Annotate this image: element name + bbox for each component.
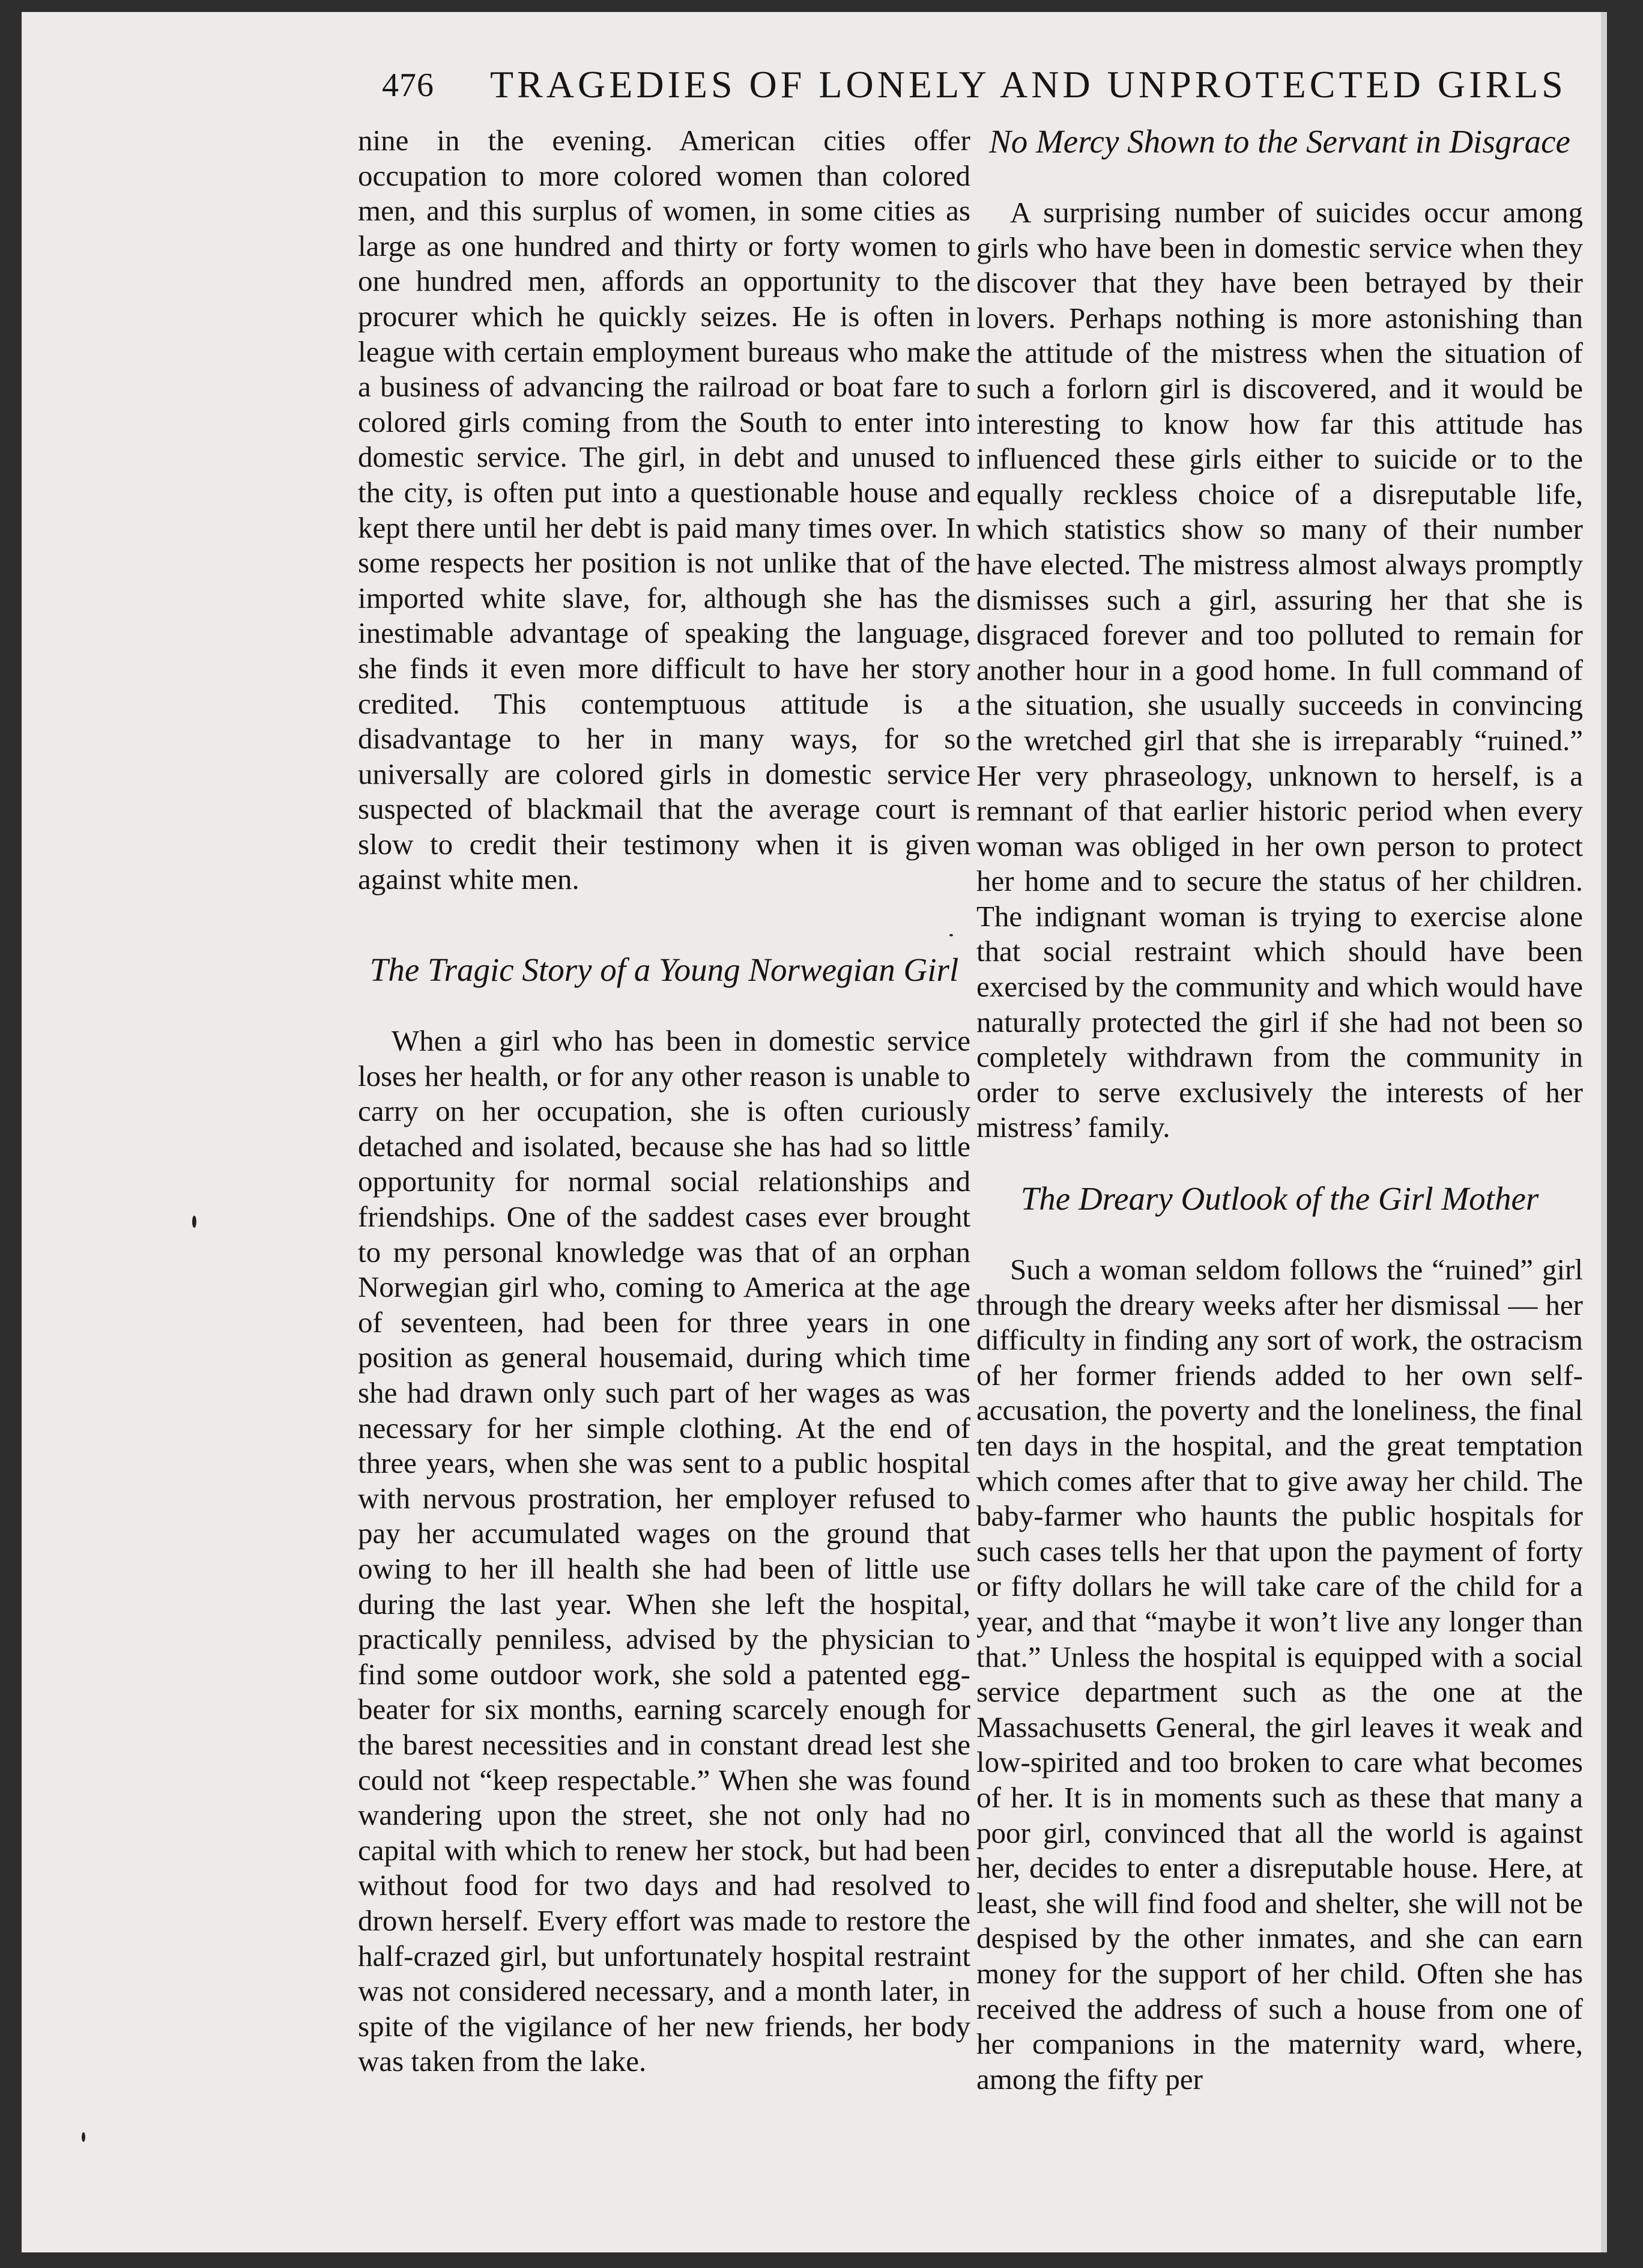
section-heading-servant-in-disgrace: No Mercy Shown to the Servant in Disgrace (989, 123, 1570, 160)
section-heading-norwegian-girl: The Tragic Story of a Young Norwegian Girl (369, 951, 959, 989)
spacer (358, 897, 970, 951)
print-speck (192, 1216, 196, 1228)
print-speck (82, 2132, 85, 2142)
running-title: TRAGEDIES OF LONELY AND UNPROTECTED GIRLS (490, 63, 1567, 106)
book-page (22, 12, 1607, 2252)
page-number: 476 (382, 67, 434, 104)
paragraph-continued: nine in the evening. American cities offer occupation to more colored women than colored men, and this surplus of women, in some cities as large as one hundred and thirty or forty women to one hundred men, affords an opportunity to the procurer which he quickly seizes. He is often in league with certain employment bureaus who make a business of advancing the railroad or boat fare to colored girls coming from the South to enter into domestic service. The girl, in debt and unused to the city, is often put into a questionable house and kept there until her debt is paid many times over. In some respects her position is not unlike that of the imported white slave, for, although she has the inestimable advantage of speaking the language, she finds it even more difficult to have her story credited. This contemptuous attitude is a disadvantage to her in many ways, for so universally are colored girls in domestic service suspected of blackmail that the average court is slow to credit their testimony when it is given against white men. (358, 124, 970, 896)
paragraph-norwegian-girl: When a girl who has been in domestic service loses her health, or for any other reason is unable to carry on her occupation, she is often curiously detached and isolated, because she has had so little opportunity for normal social relationships and friendships. One of the saddest cases ever brought to my personal knowledge was that of an orphan Norwegian girl who, coming to America at the age of seventeen, had been for three years in one position as general housemaid, during which time she had drawn only such part of her wages as was necessary for her simple clothing. At the end of three years, when she was sent to a public hospital with nervous prostration, her employer refused to pay her accumulated wages on the ground that owing to her ill health she had been of little use during the last year. When she left the hospital, practically penniless, advised by the physician to find some outdoor work, she sold a patented egg-beater for six months, earning scarcely enough for the barest necessities and in constant dread lest she could not “keep respectable.” When she was found wandering upon the street, she not only had no capital with which to renew her stock, but had been without food for two days and had resolved to drown herself. Every effort was made to restore the half-crazed girl, but unfortunately hospital restraint was not considered necessary, and a month later, in spite of the vigilance of her new friends, her body was taken from the lake. (358, 1024, 970, 2078)
left-column (358, 123, 970, 2079)
print-speck (949, 934, 953, 936)
section-heading-girl-mother: The Dreary Outlook of the Girl Mother (1020, 1180, 1539, 1217)
spacer (976, 160, 1583, 195)
paragraph-servant-in-disgrace: A surprising number of suicides occur among girls who have been in domestic service when they discover that they have been betrayed by their lovers. Perhaps nothing is more astonishing than the attitude of the mistress when the situation of such a forlorn girl is discovered, and it would be interesting to know how far this attitude has influenced these girls either to suicide or to the equally reckless choice of a disreputable life, which statistics show so many of their number have elected. The mistress almost always promptly dismisses such a girl, assuring her that she is disgraced forever and too polluted to remain for another hour in a good home. In full command of the situation, she usually succeeds in convincing the wretched girl that she is irreparably “ruined.” Her very phraseology, unknown to herself, is a remnant of that earlier historic period when every woman was obliged in her own person to protect her home and to secure the status of her children. The indignant woman is trying to exercise alone that social restraint which should have been exercised by the community and which would have naturally protected the girl if she had not been so completely withdrawn from the community in order to serve exclusively the interests of her mistress’ family. (976, 196, 1583, 1144)
spacer (358, 989, 970, 1023)
spacer (976, 1217, 1583, 1252)
paragraph-girl-mother: Such a woman seldom follows the “ruined” girl through the dreary weeks after her dismissal — her difficulty in finding any sort of work, the ostracism of her former friends added to her own self-accusation, the poverty and the loneliness, the final ten days in the hospital, and the great temptation which comes after that to give away her child. The baby-farmer who haunts the public hospitals for such cases tells her that upon the payment of forty or fifty dollars he will take care of the child for a year, and that “maybe it won’t live any longer than that.” Unless the hospital is equipped with a social service department such as the one at the Massachusetts General, the girl leaves it weak and low-spirited and too broken to care what becomes of her. It is in moments such as these that many a poor girl, convinced that all the world is against her, decides to enter a disreputable house. Here, at least, she will find food and shelter, she will not be despised by the other inmates, and she can earn money for the support of her child. Often she has received the address of such a house from one of her companions in the maternity ward, where, among the fifty per (976, 1253, 1583, 2096)
spacer (976, 1145, 1583, 1180)
right-column (976, 123, 1583, 2097)
page-header (358, 54, 1567, 120)
